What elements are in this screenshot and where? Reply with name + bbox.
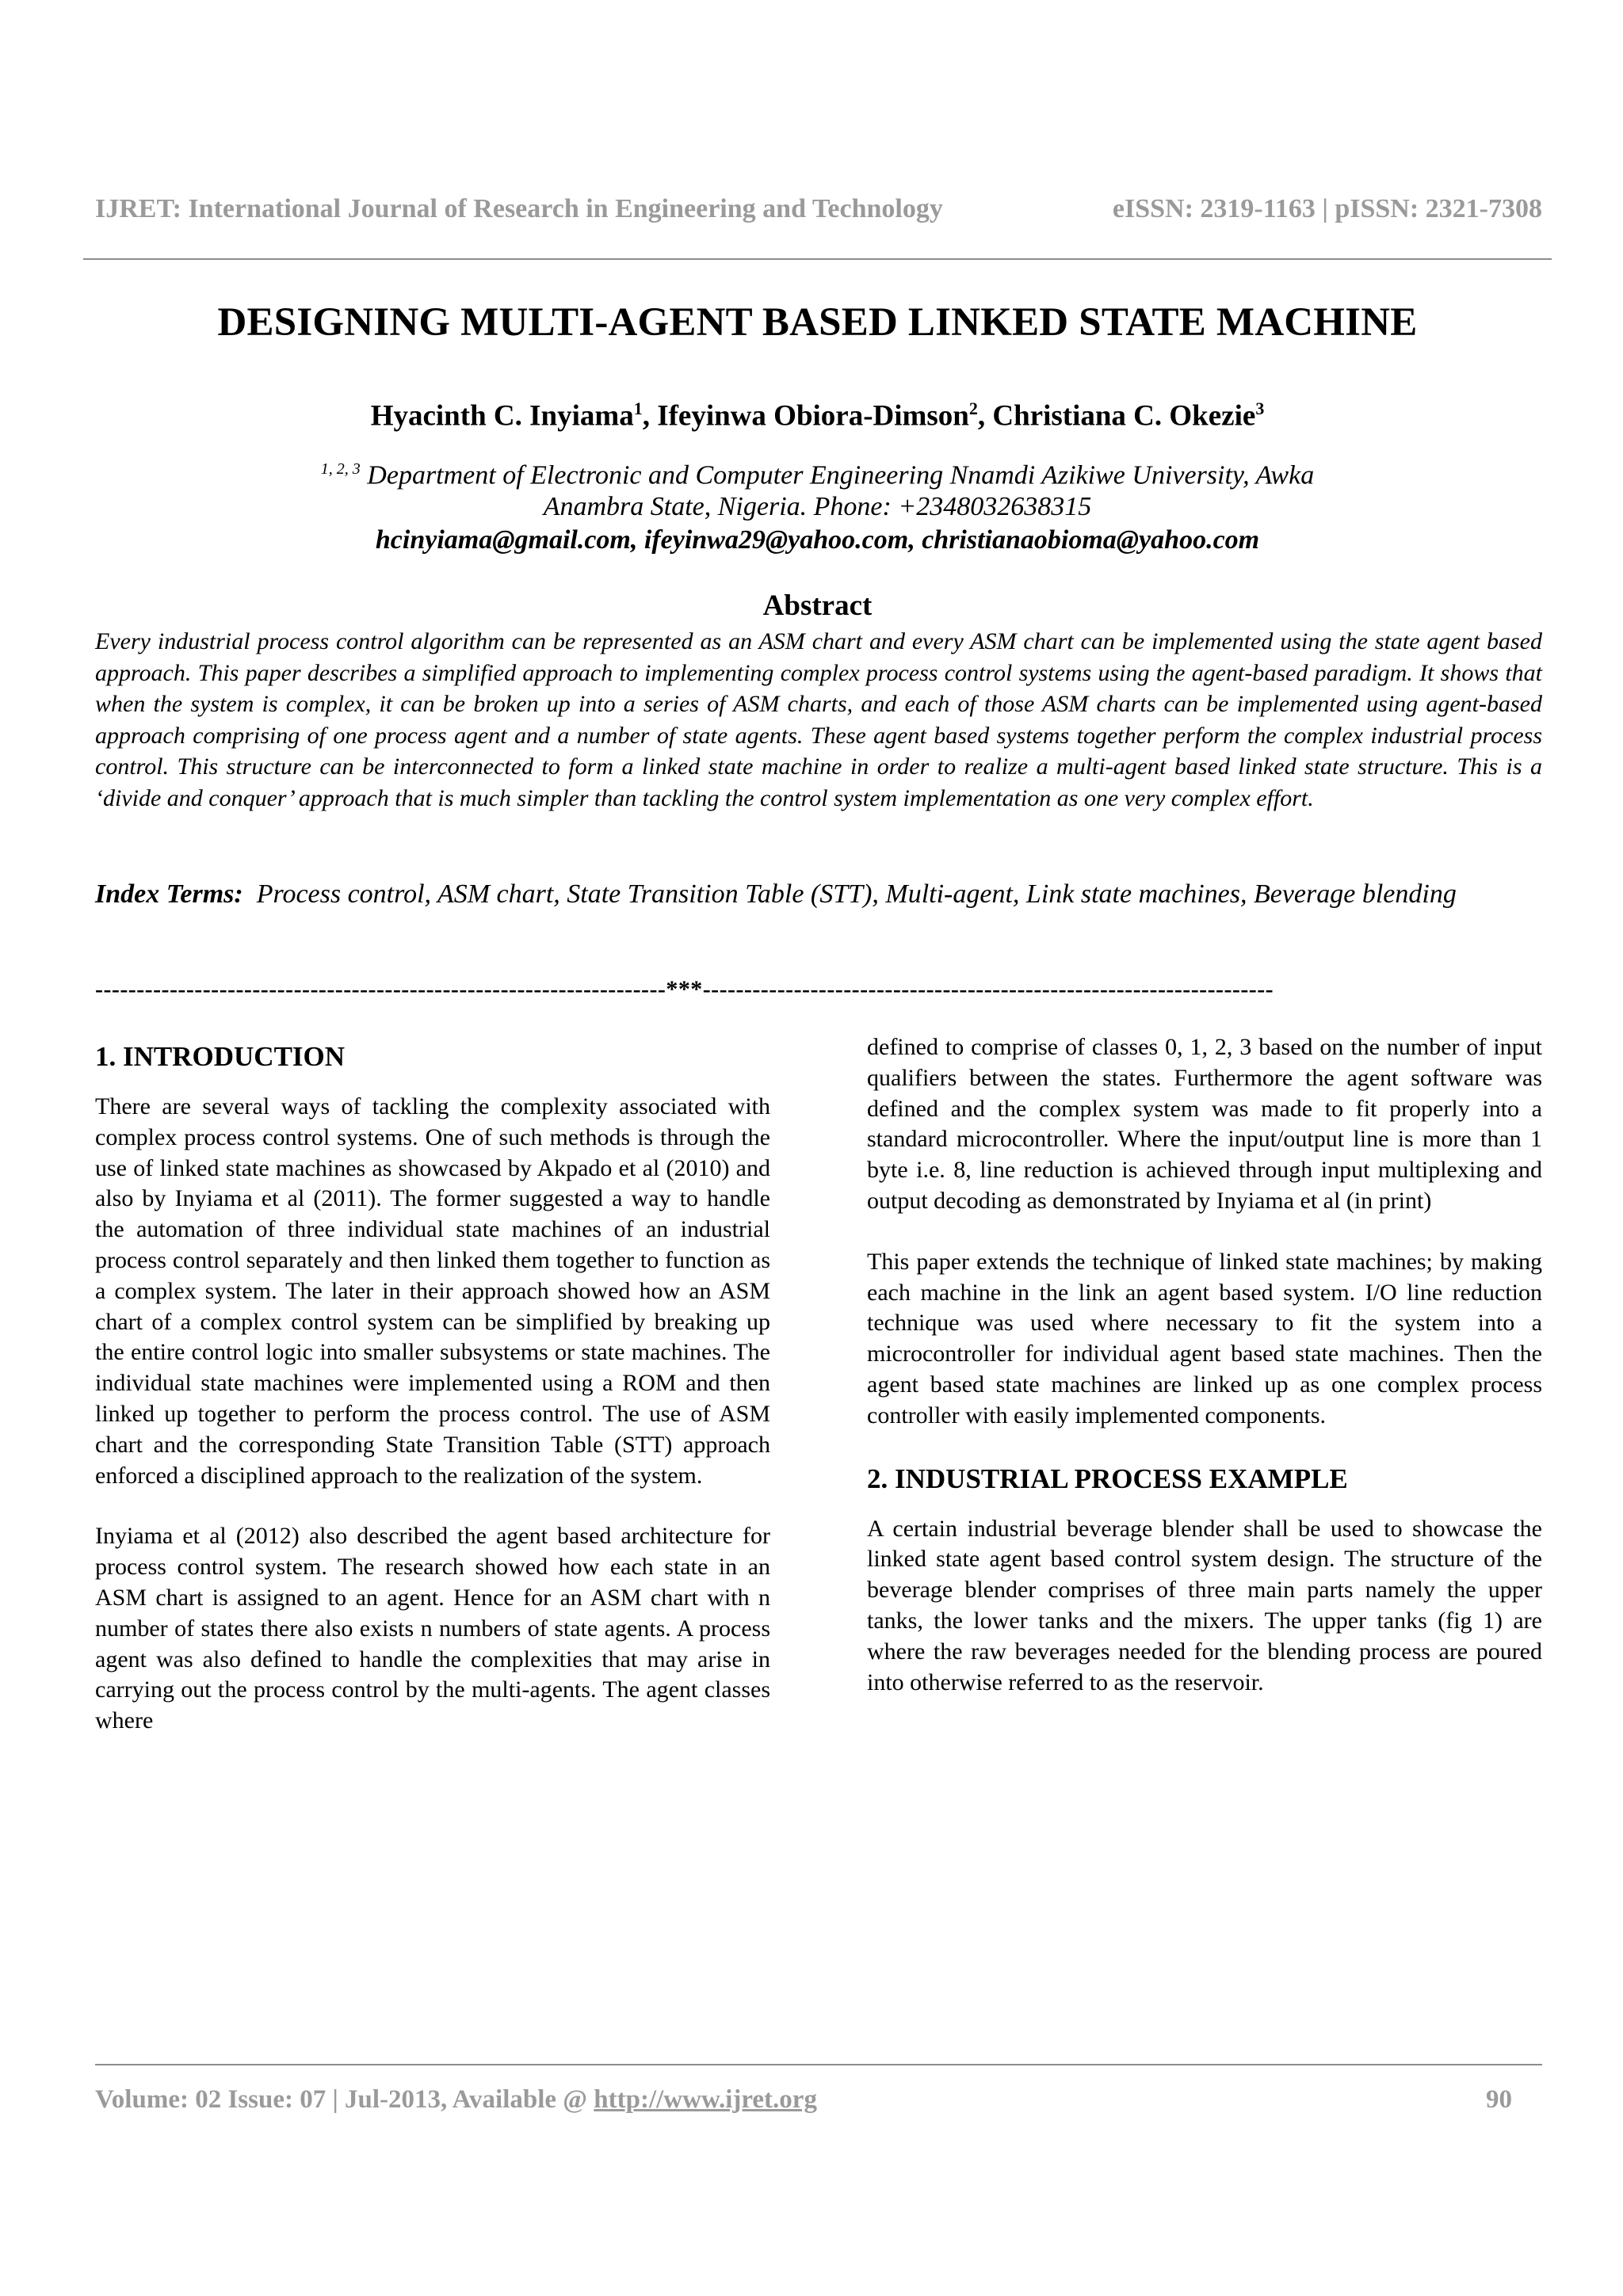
affiliation-line-1 — [83, 453, 1552, 491]
author-separator: , — [977, 399, 993, 433]
affiliation-mark: 1, 2, 3 — [320, 460, 361, 478]
affiliation-text: Department of Electronic and Computer Engineering Nnamdi Azikiwe University, Awka — [367, 460, 1315, 490]
paragraph: defined to comprise of classes 0, 1, 2, 3 based on the number of input qualifiers between the states. Furthermore the agent software was defined and the complex system was made to fit properly into a standard microcontroller. Where the input/output line is more than 1 byte i.e. 8, line reduction is achieved through input multiplexing and output decoding as demonstrated by Inyiama et al (in print) — [867, 1034, 1542, 1214]
section-heading-introduction: 1. INTRODUCTION — [95, 1041, 346, 1072]
author-separator: , — [642, 399, 658, 433]
footer-volume-text: Volume: 02 Issue: 07 | Jul-2013, Available @ — [95, 2085, 594, 2114]
journal-name: IJRET: International Journal of Research in Engineering and Technology — [95, 194, 943, 223]
index-terms-label: Index Terms: — [95, 879, 243, 909]
affiliation — [83, 453, 1552, 523]
page-header — [95, 194, 1542, 229]
journal-website-link[interactable]: http://www.ijret.org — [594, 2085, 817, 2114]
abstract-text: Every industrial process control algorithm can be represented as an ASM chart and every ASM chart can be implemented using the state agent based approach. This paper describes a simplified approach to implementing complex process control systems using the agent-based paradigm. It shows that when the system is complex, it can be broken up into a series of ASM charts, and each of those ASM charts can be implemented using agent-based approach comprising of one process agent and a number of state agents. These agent based systems together perform the complex industrial process control. This structure can be interconnected to form a linked state machine in order to realize a multi-agent based linked state structure. This is a ‘divide and conquer’ approach that is much simpler than tackling the control system implementation as one very complex effort. — [95, 628, 1542, 811]
author-name: Hyacinth C. Inyiama — [370, 399, 634, 433]
affiliation-line-2: Anambra State, Nigeria. Phone: +2348032638315 — [543, 492, 1092, 522]
left-column — [95, 1039, 770, 1737]
paragraph: There are several ways of tackling the complexity associated with complex process control systems. One of such methods is through the use of linked state machines as showcased by Akpado et al (2010) and also by Inyiama et al (2011). The former suggested a way to handle the automation of three individual state machines of an industrial process control separately and then linked them together to function as a complex system. The later in their approach showed how an ASM chart of a complex control system can be simplified by breaking up the entire control logic into smaller subsystems or state machines. The individual state machines were implemented using a ROM and then linked up together to perform the process control. The use of ASM chart and the corresponding State Transition Table (STT) approach enforced a disciplined approach to the realization of the system. — [95, 1093, 770, 1489]
section-heading-industrial-process-example: 2. INDUSTRIAL PROCESS EXAMPLE — [867, 1463, 1348, 1494]
author-affiliation-mark: 3 — [1255, 399, 1265, 418]
right-column — [867, 1034, 1542, 1698]
author-name: Christiana C. Okezie — [992, 399, 1256, 433]
page-number: 90 — [1486, 2085, 1512, 2114]
issn-numbers: eISSN: 2319-1163 | pISSN: 2321-7308 — [1112, 194, 1542, 223]
paragraph: Inyiama et al (2012) also described the agent based architecture for process control system. The research showed how each state in an ASM chart is assigned to an agent. Hence for an ASM chart with n number of states there also exists n numbers of state agents. A process agent was also defined to handle the complexities that may arise in carrying out the process control by the multi-agents. The agent classes where — [95, 1523, 770, 1734]
index-terms-text: Process control, ASM chart, State Transition Table (STT), Multi-agent, Link state machines, Beverage blending — [256, 879, 1457, 909]
footer-volume-info — [95, 2085, 817, 2115]
footer-divider — [95, 2064, 1542, 2065]
author-affiliation-mark: 1 — [633, 399, 643, 418]
section-separator: ---------------------------------------------------------------------***--------------------------------------------------------------------- — [95, 976, 1274, 1002]
paragraph: This paper extends the technique of linked state machines; by making each machine in the link an agent based system. I/O line reduction technique was used where necessary to fit the system into a microcontroller for individual agent based state machines. Then the agent based state machines are linked up as one complex process controller with easily implemented components. — [867, 1248, 1542, 1428]
author-name: Ifeyinwa Obiora-Dimson — [657, 399, 969, 433]
paragraph: A certain industrial beverage blender shall be used to showcase the linked state agent based control system design. The structure of the beverage blender comprises of three main parts namely the upper tanks, the lower tanks and the mixers. The upper tanks (fig 1) are where the raw beverages needed for the blending process are poured into otherwise referred to as the reservoir. — [867, 1515, 1542, 1695]
author-list — [83, 399, 1552, 433]
header-divider — [83, 258, 1552, 260]
abstract-heading: Abstract — [762, 589, 873, 622]
author-affiliation-mark: 2 — [968, 399, 978, 418]
paper-title: DESIGNING MULTI-AGENT BASED LINKED STATE MACHINE — [217, 300, 1418, 345]
author-emails: hcinyiama@gmail.com, ifeyinwa29@yahoo.com, christianaobioma@yahoo.com — [375, 525, 1260, 555]
index-terms — [95, 870, 1542, 919]
